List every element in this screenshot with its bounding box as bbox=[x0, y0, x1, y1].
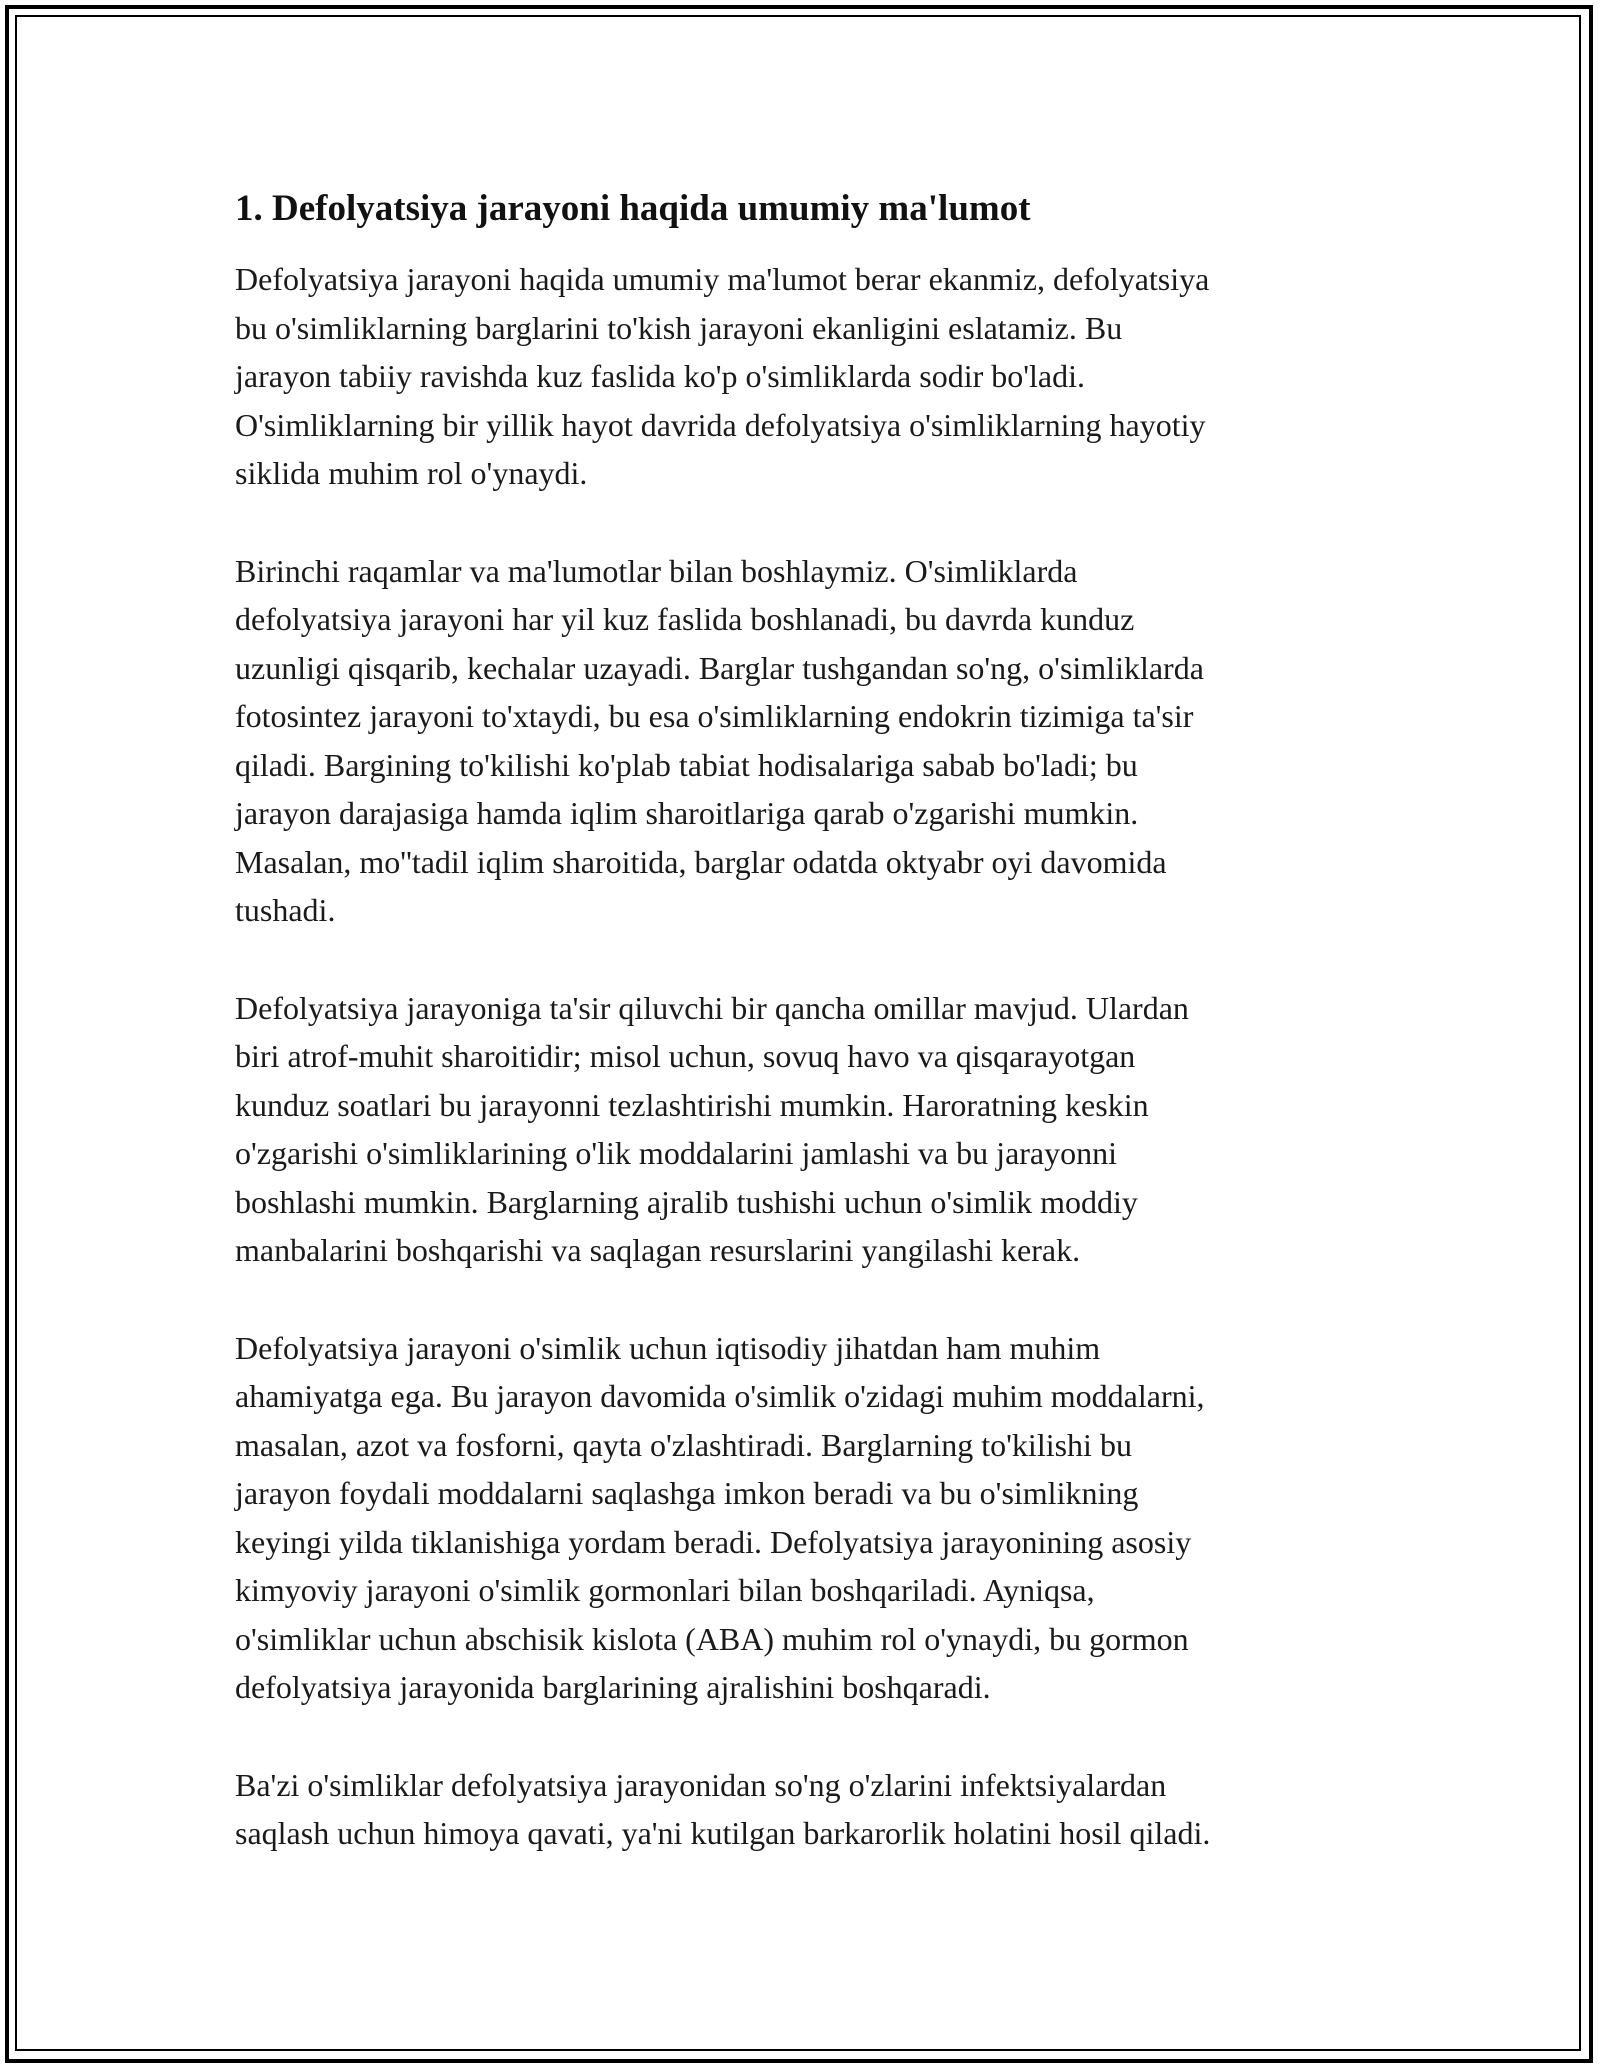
text-line: Defolyatsiya jarayoni haqida umumiy ma'lumot berar ekanmiz, defolyatsiya bbox=[235, 261, 1210, 297]
text-line: boshlashi mumkin. Barglarning ajralib tushishi uchun o'simlik moddiy bbox=[235, 1183, 1138, 1220]
text-line: O'simliklarning bir yillik hayot davrida defolyatsiya o'simliklarning hayotiy bbox=[235, 406, 1206, 443]
text-line: Masalan, mo''tadil iqlim sharoitida, barglar odatda oktyabr oyi davomida bbox=[235, 843, 1167, 880]
text-line: saqlash uchun himoya qavati, ya'ni kutilgan barkarorlik holatini hosil qiladi. bbox=[235, 1815, 1211, 1851]
section-heading: 1. Defolyatsiya jarayoni haqida umumiy ma'lumot bbox=[235, 188, 1031, 229]
paragraph-2 bbox=[235, 547, 1365, 935]
paragraph-4 bbox=[235, 1324, 1365, 1712]
text-line: masalan, azot va fosforni, qayta o'zlashtiradi. Barglarning to'kilishi bu bbox=[235, 1426, 1132, 1463]
text-line: o'simliklar uchun abschisik kislota (ABA) muhim rol o'ynaydi, bu gormon bbox=[235, 1620, 1189, 1657]
text-line: keyingi yilda tiklanishiga yordam beradi. Defolyatsiya jarayonining asosiy bbox=[235, 1523, 1192, 1560]
text-line: o'zgarishi o'simliklarining o'lik moddalarini jamlashi va bu jarayonni bbox=[235, 1135, 1118, 1171]
paragraph-list bbox=[235, 255, 1365, 1858]
text-line: ahamiyatga ega. Bu jarayon davomida o'simlik o'zidagi muhim moddalarni, bbox=[235, 1378, 1205, 1414]
text-line: Ba'zi o'simliklar defolyatsiya jarayonidan so'ng o'zlarini infektsiyalardan bbox=[235, 1766, 1167, 1803]
paragraph-1 bbox=[235, 255, 1365, 498]
text-line: kunduz soatlari bu jarayonni tezlashtirishi mumkin. Haroratning keskin bbox=[235, 1086, 1149, 1123]
text-line: uzunligi qisqarib, kechalar uzayadi. Barglar tushgandan so'ng, o'simliklarda bbox=[235, 649, 1204, 686]
text-line: jarayon foydali moddalarni saqlashga imkon beradi va bu o'simlikning bbox=[235, 1475, 1139, 1511]
text-line: defolyatsiya jarayoni har yil kuz faslida boshlanadi, bu davrda kunduz bbox=[235, 601, 1135, 637]
text-line: manbalarini boshqarishi va saqlagan resurslarini yangilashi kerak. bbox=[235, 1232, 1081, 1268]
text-line: Defolyatsiya jarayoniga ta'sir qiluvchi bir qancha omillar mavjud. Ulardan bbox=[235, 989, 1189, 1026]
document-body bbox=[235, 185, 1365, 1907]
text-line: kimyoviy jarayoni o'simlik gormonlari bilan boshqariladi. Ayniqsa, bbox=[235, 1572, 1095, 1608]
paragraph-5 bbox=[235, 1761, 1365, 1858]
paragraph-3 bbox=[235, 984, 1365, 1275]
text-line: fotosintez jarayoni to'xtaydi, bu esa o'simliklarning endokrin tizimiga ta'sir bbox=[235, 698, 1194, 734]
text-line: bu o'simliklarning barglarini to'kish jarayoni ekanligini eslatamiz. Bu bbox=[235, 309, 1123, 346]
text-line: qiladi. Bargining to'kilishi ko'plab tabiat hodisalariga sabab bo'ladi; bu bbox=[235, 746, 1138, 783]
text-line: siklida muhim rol o'ynaydi. bbox=[235, 455, 588, 491]
text-line: tushadi. bbox=[235, 892, 336, 928]
text-line: defolyatsiya jarayonida barglarining ajralishini boshqaradi. bbox=[235, 1669, 991, 1705]
text-line: jarayon darajasiga hamda iqlim sharoitlariga qarab o'zgarishi mumkin. bbox=[235, 795, 1139, 831]
text-line: jarayon tabiiy ravishda kuz faslida ko'p o'simliklarda sodir bo'ladi. bbox=[235, 358, 1085, 394]
text-line: Birinchi raqamlar va ma'lumotlar bilan boshlaymiz. O'simliklarda bbox=[235, 552, 1078, 589]
text-line: Defolyatsiya jarayoni o'simlik uchun iqtisodiy jihatdan ham muhim bbox=[235, 1329, 1101, 1366]
text-line: biri atrof-muhit sharoitidir; misol uchun, sovuq havo va qisqarayotgan bbox=[235, 1038, 1136, 1074]
